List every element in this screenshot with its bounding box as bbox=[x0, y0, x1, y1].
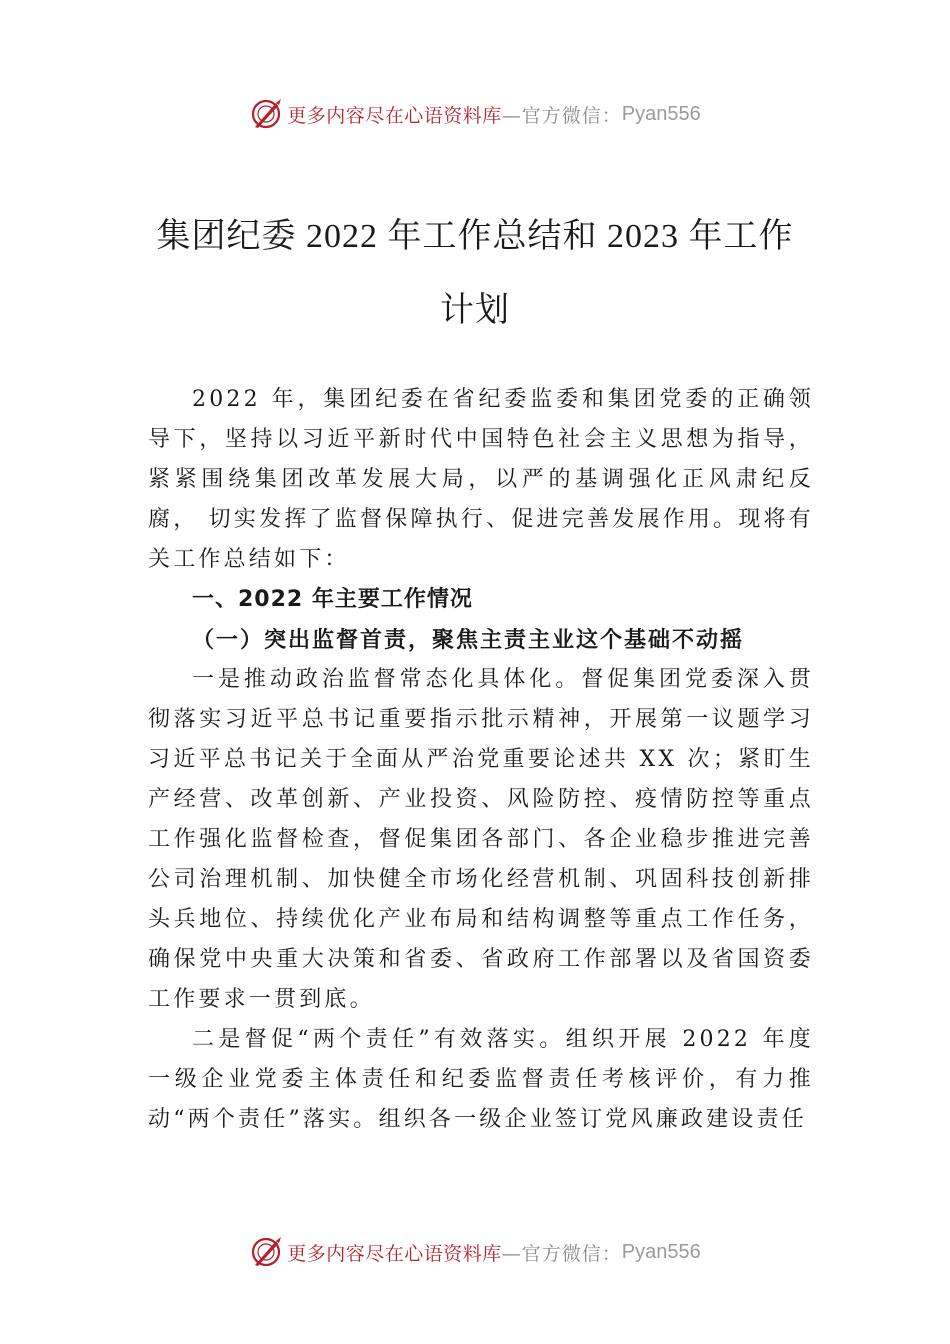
banner-lead-text: 更多内容尽在心语资料库 bbox=[287, 1242, 502, 1265]
intro-paragraph: 2022 年，集团纪委在省纪委监委和集团党委的正确领导下，坚持以习近平新时代中国特色社会主义思想为指导，紧紧围绕集团改革发展大局，以严的基调强化正风肃纪反腐， 切实发挥了监督保障执行、促进完善发展作用。现将有关工作总结如下： bbox=[148, 387, 814, 572]
subsection-heading: （一）突出监督首责，聚焦主责主业这个基础不动摇 bbox=[192, 627, 745, 653]
banner-wechat-id: Pyan556 bbox=[621, 1240, 701, 1263]
quill-logo-icon bbox=[249, 1235, 283, 1269]
banner-wechat-label: —官方微信： bbox=[501, 1242, 622, 1265]
banner-wechat-label: —官方微信： bbox=[501, 104, 622, 127]
banner-lead-text: 更多内容尽在心语资料库 bbox=[287, 104, 502, 127]
paragraph-two-responsibilities: 二是督促“两个责任”有效落实。组织开展 2022 年度一级企业党委主体责任和纪委监督责任考核评价，有力推动“两个责任”落实。组织各一级企业签订党风廉政建设责任 bbox=[148, 1027, 814, 1132]
quill-logo-icon bbox=[249, 97, 283, 131]
footer-banner bbox=[0, 1232, 950, 1272]
header-banner bbox=[0, 94, 950, 134]
section-heading: 一、2022 年主要工作情况 bbox=[192, 587, 473, 612]
paragraph-political-supervision: 一是推动政治监督常态化具体化。督促集团党委深入贯彻落实习近平总书记重要指示批示精神，开展第一议题学习习近平总书记关于全面从严治党重要论述共 XX 次；紧盯生产经营、改革创新、产业投资、风险防控、疫情防控等重点工作强化监督检查，督促集团各部门、各企业稳步推进完善公司治理机制、加快健全市场化经营机制、巩固科技创新排头兵地位、持续优化产业布局和结构调整等重点工作任务， 确保党中央重大决策和省委、省政府工作部署以及省国资委工作要求一贯到底。 bbox=[148, 667, 814, 1012]
document-body bbox=[148, 380, 814, 1140]
banner-wechat-id: Pyan556 bbox=[621, 102, 701, 125]
document-title: 集团纪委 2022 年工作总结和 2023 年工作计划 bbox=[156, 218, 794, 329]
